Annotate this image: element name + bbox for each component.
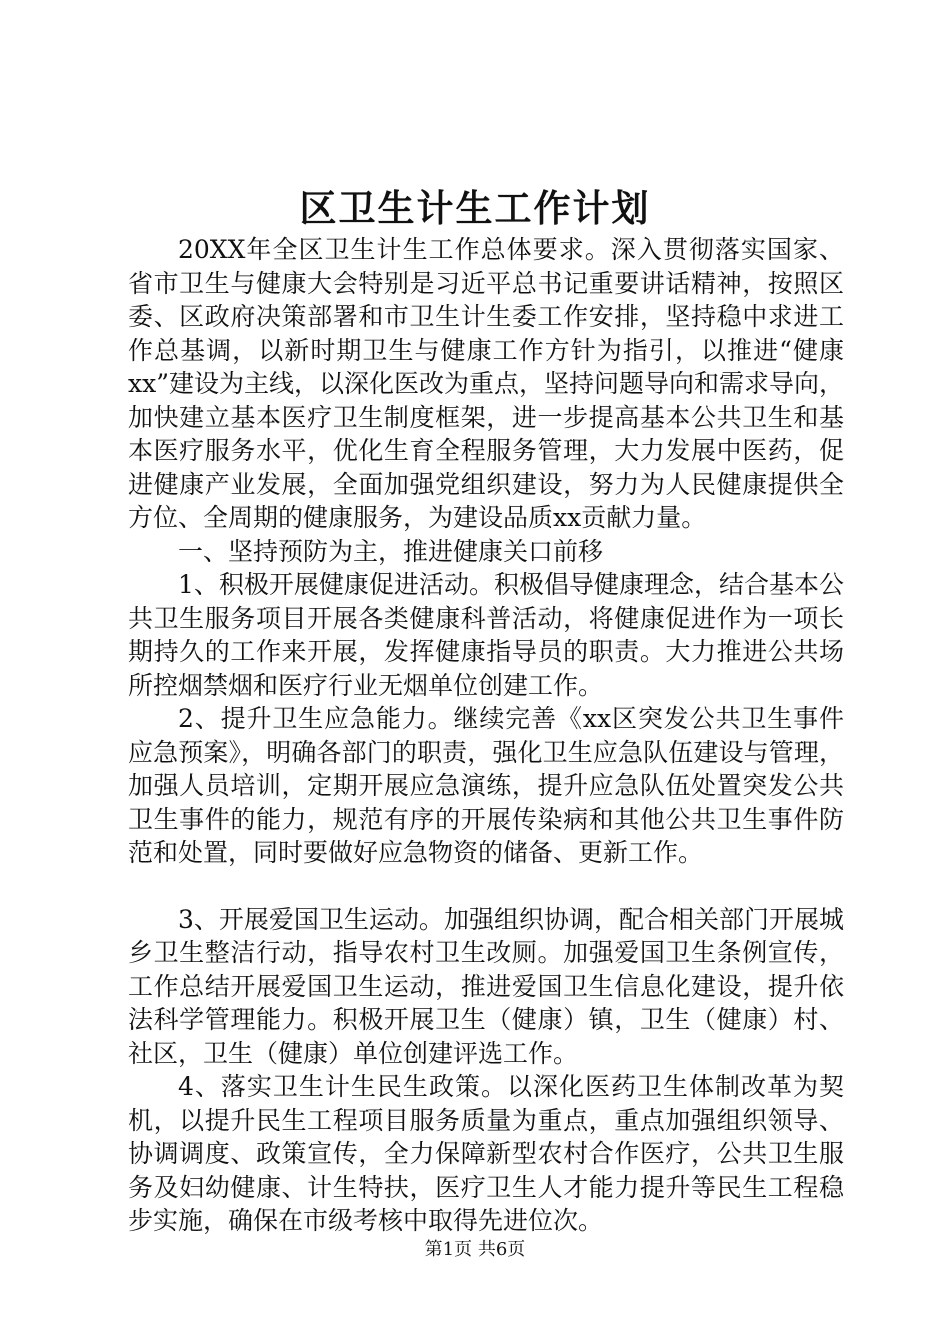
item-paragraph-1: 1、积极开展健康促进活动。积极倡导健康理念，结合基本公共卫生服务项目开展各类健康科普活动，将健康促进作为一项长期持久的工作来开展，发挥健康指导员的职责。大力推进公共场所控烟禁烟和医疗行业无烟单位创建工作。 bbox=[128, 570, 844, 700]
item-paragraph-4: 4、落实卫生计生民生政策。以深化医药卫生体制改革为契机，以提升民生工程项目服务质量为重点，重点加强组织领导、协调调度、政策宣传，全力保障新型农村合作医疗，公共卫生服务及妇幼健康、计生特扶，医疗卫生人才能力提升等民生工程稳步实施，确保在市级考核中取得先进位次。 bbox=[128, 1072, 844, 1235]
paragraph-gap bbox=[128, 870, 844, 903]
document-body bbox=[128, 233, 844, 1238]
intro-paragraph: 20XX年全区卫生计生工作总体要求。深入贯彻落实国家、省市卫生与健康大会特别是习近平总书记重要讲话精神，按照区委、区政府决策部署和市卫生计生委工作安排，坚持稳中求进工作总基调，以新时期卫生与健康工作方针为指引，以推进“健康xx”建设为主线，以深化医改为重点，坚持问题导向和需求导向，加快建立基本医疗卫生制度框架，进一步提高基本公共卫生和基本医疗服务水平，优化生育全程服务管理，大力发展中医药，促进健康产业发展，全面加强党组织建设，努力为人民健康提供全方位、全周期的健康服务，为建设品质xx贡献力量。 bbox=[128, 235, 844, 532]
document-title: 区卫生计生工作计划 bbox=[299, 186, 651, 230]
section-heading: 一、坚持预防为主，推进健康关口前移 bbox=[178, 536, 604, 566]
page-footer: 第1页 共6页 bbox=[424, 1239, 526, 1260]
item-paragraph-2: 2、提升卫生应急能力。继续完善《xx区突发公共卫生事件应急预案》，明确各部门的职责，强化卫生应急队伍建设与管理，加强人员培训，定期开展应急演练，提升应急队伍处置突发公共卫生事件的能力，规范有序的开展传染病和其他公共卫生事件防范和处置，同时要做好应急物资的储备、更新工作。 bbox=[128, 704, 844, 867]
item-paragraph-3: 3、开展爱国卫生运动。加强组织协调，配合相关部门开展城乡卫生整洁行动，指导农村卫生改厕。加强爱国卫生条例宣传，工作总结开展爱国卫生运动，推进爱国卫生信息化建设，提升依法科学管理能力。积极开展卫生（健康）镇，卫生（健康）村、社区，卫生（健康）单位创建评选工作。 bbox=[128, 904, 844, 1068]
